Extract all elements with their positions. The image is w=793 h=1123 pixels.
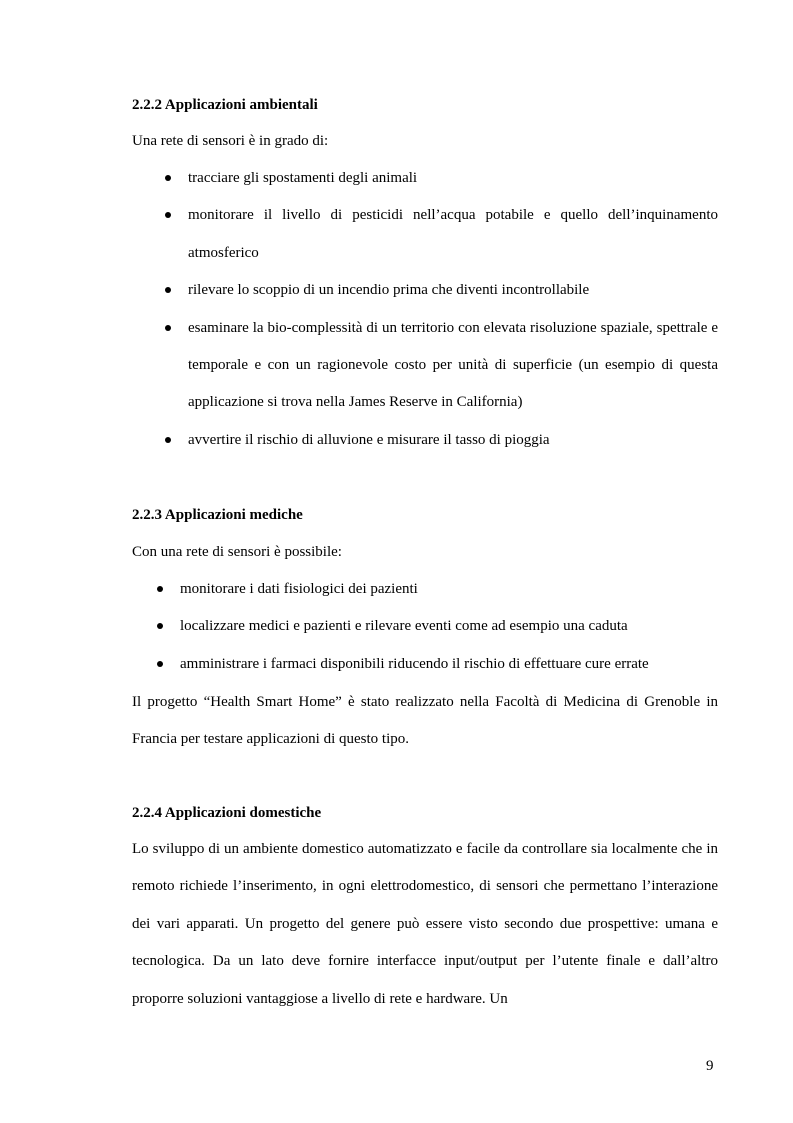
heading-medical-applications: 2.2.3 Applicazioni mediche <box>132 507 303 523</box>
list-item <box>188 197 718 272</box>
medical-applications-list <box>180 571 718 683</box>
intro-medical: Con una rete di sensori è possibile: <box>132 544 342 560</box>
bullet-icon <box>165 212 171 218</box>
list-item-text: avvertire il rischio di alluvione e misurare il tasso di pioggia <box>188 431 550 448</box>
list-item <box>188 160 718 197</box>
list-item <box>188 422 718 459</box>
list-item-text: tracciare gli spostamenti degli animali <box>188 170 418 186</box>
bullet-icon <box>165 325 171 331</box>
paragraph-health-smart-home: Il progetto “Health Smart Home” è stato realizzato nella Facoltà di Medicina di Grenoble in Francia per testare applicazioni di questo tipo. <box>132 694 718 748</box>
document-page <box>132 0 718 1123</box>
bullet-icon <box>165 175 171 181</box>
list-item <box>180 646 718 683</box>
list-item-text: monitorare i dati fisiologici dei pazienti <box>180 581 418 597</box>
page-number: 9 <box>706 1058 714 1074</box>
list-item-text: rilevare lo scoppio di un incendio prima che diventi incontrollabile <box>188 282 590 299</box>
list-item-text: esaminare la bio-complessità di un territorio con elevata risoluzione spaziale, spettrale e temporale e con un ragionevole costo per unità di superficie (un esempio di questa applicazione si trova nella James Reserve in California) <box>188 319 718 411</box>
bullet-icon <box>157 623 163 629</box>
environmental-applications-list <box>188 160 718 459</box>
list-item <box>180 571 718 608</box>
intro-environmental: Una rete di sensori è in grado di: <box>132 133 329 149</box>
heading-domestic-applications: 2.2.4 Applicazioni domestiche <box>132 805 322 821</box>
list-item-text: amministrare i farmaci disponibili riducendo il rischio di effettuare cure errate <box>180 655 649 672</box>
bullet-icon <box>157 661 163 667</box>
bullet-icon <box>157 586 163 592</box>
list-item <box>180 608 718 645</box>
bullet-icon <box>165 287 171 293</box>
list-item <box>188 272 718 309</box>
heading-environmental-applications: 2.2.2 Applicazioni ambientali <box>132 97 318 113</box>
list-item-text: localizzare medici e pazienti e rilevare eventi come ad esempio una caduta <box>180 618 628 635</box>
paragraph-domestic: Lo sviluppo di un ambiente domestico automatizzato e facile da controllare sia localmente che in remoto richiede l’inserimento, in ogni elettrodomestico, di sensori che permettano l’interazione dei vari apparati. Un progetto del genere può essere visto secondo due prospettive: umana e tecnologica. Da un lato deve fornire interfacce input/output per l’utente finale e dall’altro proporre soluzioni vantaggiose a livello di rete e hardware. Un <box>132 841 718 1007</box>
list-item-text: monitorare il livello di pesticidi nell’acqua potabile e quello dell’inquinamento atmosferico <box>188 207 718 261</box>
list-item <box>188 310 718 422</box>
bullet-icon <box>165 437 171 443</box>
